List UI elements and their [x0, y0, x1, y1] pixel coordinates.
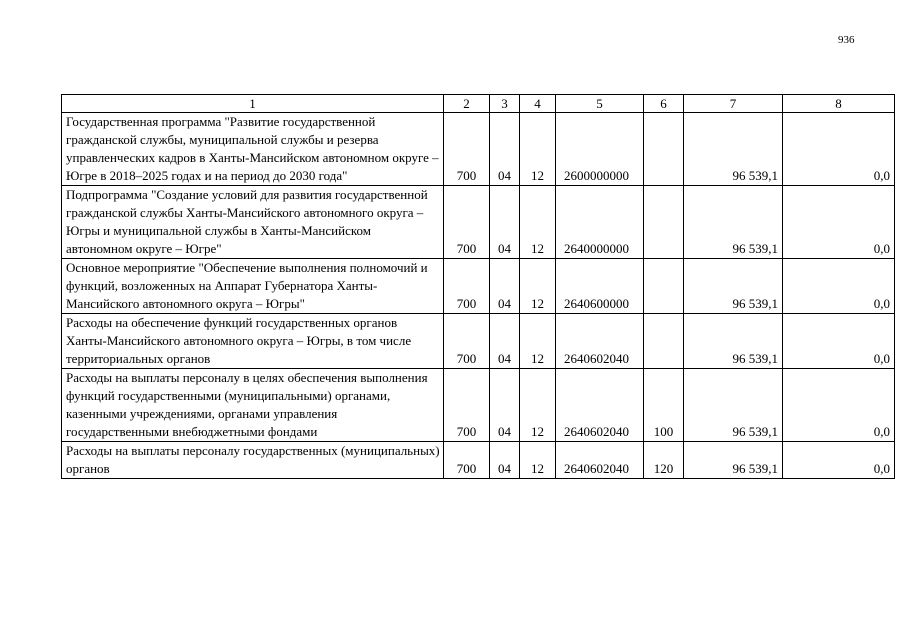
table-body	[62, 113, 895, 479]
row-target-article: 2640000000	[556, 186, 644, 259]
row-subsection-code: 12	[520, 369, 556, 442]
row-subsection-code: 12	[520, 259, 556, 314]
row-section-code: 04	[490, 186, 520, 259]
row-ministry-code: 700	[444, 113, 490, 186]
page-number: 936	[838, 34, 855, 46]
table-row	[62, 186, 895, 259]
row-amount-federal: 0,0	[783, 259, 895, 314]
header-col-4: 4	[520, 95, 556, 113]
header-col-5: 5	[556, 95, 644, 113]
header-col-3: 3	[490, 95, 520, 113]
row-subsection-code: 12	[520, 113, 556, 186]
table-row	[62, 259, 895, 314]
row-name: Расходы на выплаты персоналу в целях обеспечения выполнения функций государственными (муниципальными) органами, казенными учреждениями, органами управления государственными внебюджетными фондами	[62, 369, 444, 442]
row-name: Основное мероприятие "Обеспечение выполнения полномочий и функций, возложенных на Аппарат Губернатора Ханты-Мансийского автономного округа – Югры"	[62, 259, 444, 314]
row-target-article: 2640602040	[556, 314, 644, 369]
row-name: Государственная программа "Развитие государственной гражданской службы, муниципальной службы и резерва управленческих кадров в Ханты-Мансийском автономном округе – Югре в 2018–2025 годах и на период до 2030 года"	[62, 113, 444, 186]
row-section-code: 04	[490, 442, 520, 479]
row-amount: 96 539,1	[684, 314, 783, 369]
table-row	[62, 442, 895, 479]
row-amount-federal: 0,0	[783, 442, 895, 479]
row-subsection-code: 12	[520, 314, 556, 369]
table-row	[62, 113, 895, 186]
row-subsection-code: 12	[520, 186, 556, 259]
header-col-2: 2	[444, 95, 490, 113]
row-name: Расходы на выплаты персоналу государственных (муниципальных) органов	[62, 442, 444, 479]
row-target-article: 2640602040	[556, 369, 644, 442]
row-amount: 96 539,1	[684, 186, 783, 259]
row-amount: 96 539,1	[684, 259, 783, 314]
row-amount: 96 539,1	[684, 442, 783, 479]
row-name: Расходы на обеспечение функций государственных органов Ханты-Мансийского автономного округа – Югры, в том числе территориальных органов	[62, 314, 444, 369]
row-ministry-code: 700	[444, 314, 490, 369]
header-row	[62, 95, 895, 113]
row-subsection-code: 12	[520, 442, 556, 479]
row-ministry-code: 700	[444, 369, 490, 442]
row-amount: 96 539,1	[684, 113, 783, 186]
table-row	[62, 314, 895, 369]
row-ministry-code: 700	[444, 259, 490, 314]
row-expense-type	[644, 259, 684, 314]
row-target-article: 2640600000	[556, 259, 644, 314]
row-section-code: 04	[490, 113, 520, 186]
header-col-1: 1	[62, 95, 444, 113]
row-target-article: 2640602040	[556, 442, 644, 479]
row-expense-type: 100	[644, 369, 684, 442]
row-section-code: 04	[490, 314, 520, 369]
row-amount-federal: 0,0	[783, 369, 895, 442]
row-target-article: 2600000000	[556, 113, 644, 186]
row-section-code: 04	[490, 259, 520, 314]
budget-table	[61, 94, 895, 479]
table-row	[62, 369, 895, 442]
header-col-8: 8	[783, 95, 895, 113]
row-expense-type	[644, 113, 684, 186]
row-expense-type	[644, 186, 684, 259]
row-ministry-code: 700	[444, 442, 490, 479]
header-col-7: 7	[684, 95, 783, 113]
row-amount: 96 539,1	[684, 369, 783, 442]
row-name: Подпрограмма "Создание условий для развития государственной гражданской службы Ханты-Мансийского автономного округа – Югры и муниципальной службы в Ханты-Мансийском автономном округе – Югре"	[62, 186, 444, 259]
row-amount-federal: 0,0	[783, 113, 895, 186]
row-amount-federal: 0,0	[783, 186, 895, 259]
row-expense-type: 120	[644, 442, 684, 479]
row-expense-type	[644, 314, 684, 369]
row-amount-federal: 0,0	[783, 314, 895, 369]
table-header	[62, 95, 895, 113]
row-section-code: 04	[490, 369, 520, 442]
header-col-6: 6	[644, 95, 684, 113]
row-ministry-code: 700	[444, 186, 490, 259]
